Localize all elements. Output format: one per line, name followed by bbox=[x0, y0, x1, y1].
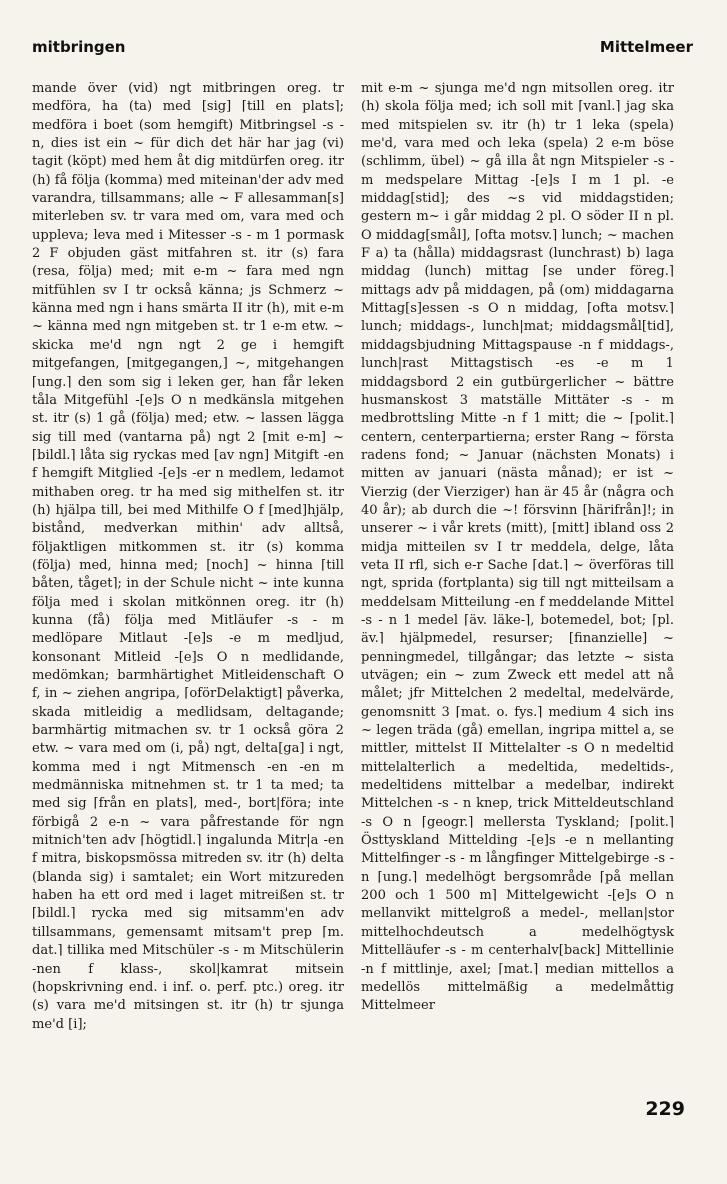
running-head-right: Mittelmeer bbox=[599, 38, 693, 56]
left-column-text: mande över (vid) ngt mitbringen oreg. tr medföra, ha (ta) med [sig] ⌈till en plats⌉; medföra i boet (som hemgift) Mitbringsel -s - n, dies ist ein ~ für dich det här har jag (vi) tagit (köpt) med hem åt dig mitdürfen oreg. itr (h) få följa (komma) med miteinan'der adv med varandra, tillsammans; alle ~ F allesamman[s] miterleben sv. tr vara med om, vara med och uppleva; leva med i Mitesser -s - m 1 pormask 2 F objuden gäst mitfahren st. itr (s) fara (resa, följa) med; mit e-m ~ fara med ngn mitfühlen sv I tr också känna; js Schmerz ~ känna med ngn i hans smärta II itr (h), mit e-m ~ känna med ngn mitgeben st. tr 1 e-m etw. ~ skicka me'd ngn ngt 2 ge i hemgift mitgefangen, [mitgegangen,] ~, mitgehangen ⌈ung.⌉ den som sig i leken ger, han får leken tåla Mitgefühl -[e]s O n medkänsla mitgehen st. itr (s) 1 gå (följa) med; etw. ~ lassen lägga sig till med (vantarna på) ngt 2 [mit e-m] ~ ⌈bildl.⌉ låta sig ryckas med [av ngn] Mitgift -en f hemgift Mitglied -[e]s -er n medlem, ledamot mithaben oreg. tr ha med sig mithelfen st. itr (h) hjälpa till, bei med Mithilfe O f [med]hjälp, bistånd, medverkan mithin' adv alltså, följaktligen mitkommen st. itr (s) komma (följa) med, hinna med; [noch] ~ hinna ⌈till båten, tåget⌉; in der Schule nicht ~ inte kunna följa med i skolan mitkönnen oreg. itr (h) kunna (få) följa med Mitläufer -s - m medlöpare Mitlaut -[e]s -e m medljud, konsonant Mitleid -[e]s O n medlidande, medömkan; barmhärtighet Mitleidenschaft O f, in ~ ziehen angripa, ⌈oförDelaktigt⌉ påverka, skada mitleidig a medlidsam, deltagande; barmhärtig mitmachen sv. tr 1 också göra 2 etw. ~ vara med om (i, på) ngt, delta[ga] i ngt, komma med i ngt Mitmensch -en -en m medmänniska mitnehmen st. tr 1 ta med; ta med sig ⌈från en plats⌉, med-, bort|föra; inte förbigå 2 e-n ~ vara påfrestande för ngn mitnich'ten adv ⌈högtidl.⌉ ingalunda Mitr|a -en f mitra, biskopsmössa mitreden sv. itr (h) delta (blanda sig) i samtalet; ein Wort mitzureden haben ha ett ord med i laget mitreißen st. tr ⌈bildl.⌉ rycka med sig mitsamm'en adv tillsammans, gemensamt mitsam't prep ⌈m. dat.⌉ tillika med Mitschüler -s - m Mitschülerin -nen f klass-, skol|kamrat mitsein (hopskrivning end. i inf. o. perf. ptc.) oreg. itr (s) vara me'd mitsingen st. itr (h) tr sjunga me'd [i]; bbox=[32, 81, 344, 1032]
page-number: 229 bbox=[645, 1098, 685, 1120]
running-head-left: mitbringen bbox=[32, 38, 126, 56]
right-column bbox=[361, 80, 674, 1016]
right-column-text: mit e-m ~ sjunga me'd ngn mitsollen oreg. itr (h) skola följa med; ich soll mit ⌈vanl.⌉ jag ska med mitspielen sv. itr (h) tr 1 leka (spela) me'd, vara med och leka (spela) 2 e-m böse (schlimm, übel) ~ gå illa åt ngn Mitspieler -s - m medspelare Mittag -[e]s I m 1 pl. -e middag[stid]; des ~s vid middagstiden; gestern m~ i går middag 2 pl. O söder II n pl. O middag[smål], ⌈ofta motsv.⌉ lunch; ~ machen F a) ta (hålla) middagsrast (lunchrast) b) laga middag (lunch) mittag ⌈se under föreg.⌉ mittags adv på middagen, på (om) middagarna Mittag[s]essen -s O n middag, ⌈ofta motsv.⌉ lunch; middags-, lunch|mat; middagsmål[tid], middagsbjudning Mittagspause -n f middags-, lunch|rast Mittagstisch -es -e m 1 middagsbord 2 ein gutbürgerlicher ~ bättre husmanskost 3 matställe Mittäter -s - m medbrottsling Mitte -n f 1 mitt; die ~ ⌈polit.⌉ centern, centerpartierna; erster Rang ~ första radens fond; ~ Januar (nächsten Monats) i mitten av januari (nästa månad); er ist ~ Vierzig (der Vierziger) han är 45 år (några och 40 år); ab durch die ~! försvinn [härifrån]!; in unserer ~ i vår krets (mitt), [mitt] ibland oss 2 midja mitteilen sv I tr meddela, delge, låta veta II rfl, sich e-r Sache ⌈dat.⌉ ~ överföras till ngt, sprida (fortplanta) sig till ngt mitteilsam a meddelsam Mitteilung -en f meddelande Mittel -s - n 1 medel ⌈äv. läke-⌉, botemedel, bot; ⌈pl. äv.⌉ hjälpmedel, resurser; [finanzielle] ~ penningmedel, tillgångar; das letzte ~ sista utvägen; ein ~ zum Zweck ett medel att nå målet; jfr Mittelchen 2 medeltal, medelvärde, genomsnitt 3 ⌈mat. o. fys.⌉ medium 4 sich ins ~ legen träda (gå) emellan, ingripa mittel a, se mittler, mittelst II Mittelalter -s O n medeltid mittelalterlich a medeltida, medeltids-, medeltidens mittelbar a medelbar, indirekt Mittelchen -s - n knep, trick Mitteldeutschland -s O n ⌈geogr.⌉ mellersta Tyskland; ⌈polit.⌉ Östtyskland Mittelding -[e]s -e n mellanting Mittelfinger -s - m långfinger Mittelgebirge -s - n ⌈ung.⌉ medelhögt bergsområde ⌈på mellan 200 och 1 500 m⌉ Mittelgewicht -[e]s O n mellanvikt mittelgroß a medel-, mellan|stor mittelhochdeutsch a medelhögtysk Mittelläufer -s - m centerhalv[back] Mittellinie -n f mittlinje, axel; ⌈mat.⌉ median mittellos a medellös mittelmäßig a medelmåttig Mittelmeer bbox=[361, 81, 674, 1014]
left-column bbox=[32, 80, 344, 1034]
